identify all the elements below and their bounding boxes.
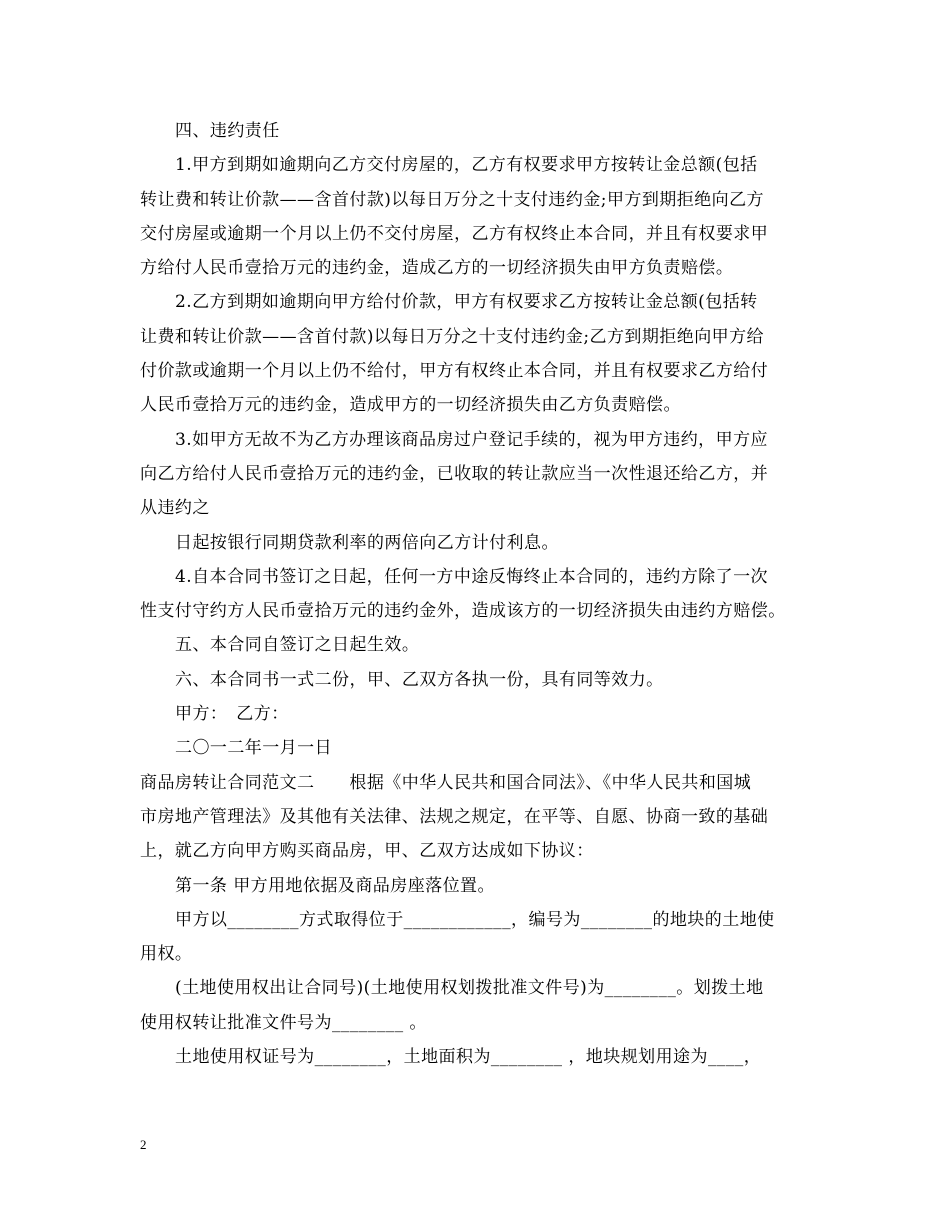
text-line: 商品房转让合同范文二 根据《中华人民共和国合同法》、《中华人民共和国城 <box>140 772 752 793</box>
text-line: 人民币壹拾万元的违约金，造成甲方的一切经济损失由乙方负责赔偿。 <box>140 395 681 416</box>
text-line: 上，就乙方向甲方购买商品房，甲、乙双方达成如下协议： <box>140 841 594 862</box>
text-line: 使用权转让批准文件号为________ 。 <box>140 1012 427 1033</box>
text-line: 从违约之 <box>140 498 210 519</box>
text-line: 四、违约责任 <box>175 121 280 141</box>
text-line: 付价款或逾期一个月以上仍不给付，甲方有权终止本合同，并且有权要求乙方给付 <box>140 361 769 382</box>
text-line: 3.如甲方无故不为乙方办理该商品房过户登记手续的，视为甲方违约，甲方应 <box>175 429 768 450</box>
text-line: 交付房屋或逾期一个月以上仍不交付房屋，乙方有权终止本合同，并且有权要求甲 <box>140 223 769 244</box>
text-line: 转让费和转让价款——含首付款)以每日万分之十支付违约金;甲方到期拒绝向乙方 <box>140 189 765 210</box>
text-line: 市房地产管理法》及其他有关法律、法规之规定，在平等、自愿、协商一致的基础 <box>140 806 769 827</box>
text-line: 甲方以________方式取得位于____________，编号为________的地块的土地使 <box>175 909 775 930</box>
text-line: 二〇一二年一月一日 <box>175 738 333 759</box>
document-body <box>140 114 830 1074</box>
text-line: 日起按银行同期贷款利率的两倍向乙方计付利息。 <box>175 532 559 553</box>
text-line: 向乙方给付人民币壹拾万元的违约金，已收取的转让款应当一次性退还给乙方，并 <box>140 463 769 484</box>
text-line: 2.乙方到期如逾期向甲方给付价款，甲方有权要求乙方按转让金总额(包括转 <box>175 292 758 313</box>
text-line: 用权。 <box>140 944 193 965</box>
text-line: 让费和转让价款——含首付款)以每日万分之十支付违约金;乙方到期拒绝向甲方给 <box>140 326 765 347</box>
text-line: 甲方： 乙方： <box>175 704 289 725</box>
text-line: 六、本合同书一式二份，甲、乙双方各执一份，具有同等效力。 <box>175 669 664 690</box>
text-line: 1.甲方到期如逾期向乙方交付房屋的，乙方有权要求甲方按转让金总额(包括 <box>175 155 758 176</box>
text-line: 第一条 甲方用地依据及商品房座落位置。 <box>175 875 495 896</box>
text-line: 方给付人民币壹拾万元的违约金，造成乙方的一切经济损失由甲方负责赔偿。 <box>140 258 734 279</box>
text-line: 五、本合同自签订之日起生效。 <box>175 635 420 656</box>
text-line: 土地使用权证号为________，土地面积为________ ，地块规划用途为____， <box>175 1047 762 1068</box>
text-line: 性支付守约方人民币壹拾万元的违约金外，造成该方的一切经济损失由违约方赔偿。 <box>140 601 786 622</box>
text-line: (土地使用权出让合同号)(土地使用权划拨批准文件号)为________。划拨土地 <box>175 978 764 999</box>
page-number: 2 <box>140 1137 147 1152</box>
text-line: 4.自本合同书签订之日起，任何一方中途反悔终止本合同的，违约方除了一次 <box>175 566 768 587</box>
